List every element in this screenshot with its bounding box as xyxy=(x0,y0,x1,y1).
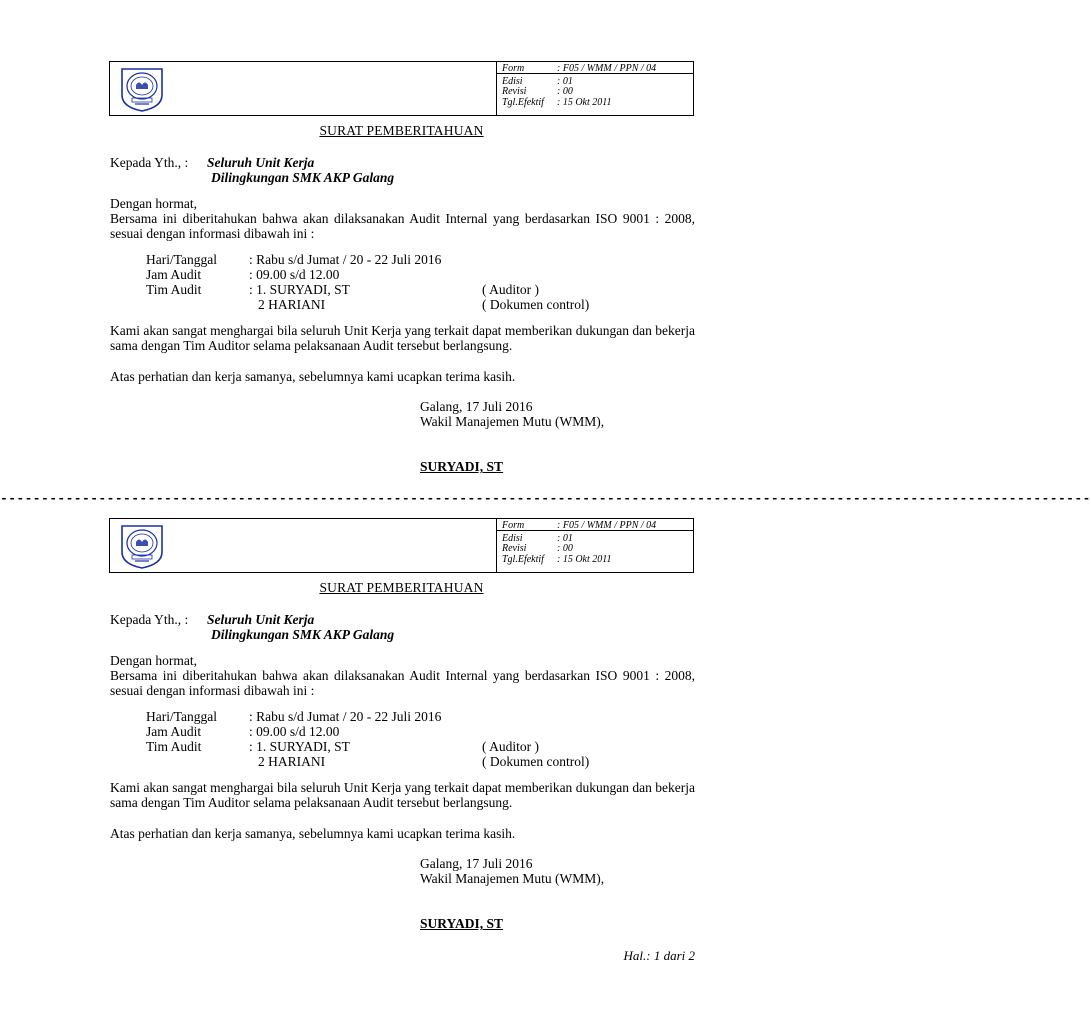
intro-paragraph: Bersama ini diberitahukan bahwa akan dilaksanakan Audit Internal yang berdasarkan ISO 9001 : 2008, sesuai dengan informasi dibawah ini : xyxy=(110,211,695,241)
closing-paragraph: Kami akan sangat menghargai bila seluruh Unit Kerja yang terkait dapat memberikan dukungan dan bekerja sama dengan Tim Auditor selama pelaksanaan Audit tersebut berlangsung. xyxy=(110,780,695,810)
team-label: Tim Audit xyxy=(146,739,202,754)
recipient-line-1: Seluruh Unit Kerja xyxy=(207,612,315,627)
day-label: Hari/Tanggal xyxy=(146,709,218,724)
form-code-label: Form xyxy=(502,520,525,531)
team-member-2-role: ( Dokumen control) xyxy=(482,754,590,769)
day-value: : Rabu s/d Jumat / 20 - 22 Juli 2016 xyxy=(249,252,442,267)
form-info-table xyxy=(496,519,694,572)
revision-value: : 00 xyxy=(557,86,573,97)
intro-paragraph: Bersama ini diberitahukan bahwa akan dilaksanakan Audit Internal yang berdasarkan ISO 9001 : 2008, sesuai dengan informasi dibawah ini : xyxy=(110,668,695,698)
revision-label: Revisi xyxy=(502,86,527,97)
notice-copy-1 xyxy=(0,0,768,474)
edition-label: Edisi xyxy=(502,76,523,87)
signer-name: SURYADI, ST xyxy=(420,916,504,931)
team-member-2: 2 HARIANI xyxy=(258,297,326,312)
school-seal-logo xyxy=(118,522,166,570)
signer-title: Wakil Manajemen Mutu (WMM), xyxy=(420,871,605,886)
form-code-label: Form xyxy=(502,63,525,74)
form-header xyxy=(109,518,694,573)
team-member-2: 2 HARIANI xyxy=(258,754,326,769)
recipient-line-1: Seluruh Unit Kerja xyxy=(207,155,315,170)
revision-value: : 00 xyxy=(557,543,573,554)
team-label: Tim Audit xyxy=(146,282,202,297)
effective-date-value: : 15 Okt 2011 xyxy=(557,97,612,108)
place-date: Galang, 17 Juli 2016 xyxy=(420,856,533,871)
thanks-line: Atas perhatian dan kerja samanya, sebelumnya kami ucapkan terima kasih. xyxy=(110,826,516,841)
signer-name: SURYADI, ST xyxy=(420,459,504,474)
page-number: Hal.: 1 dari 2 xyxy=(623,948,695,963)
form-info-table xyxy=(496,62,694,115)
form-header xyxy=(109,61,694,116)
thanks-line: Atas perhatian dan kerja samanya, sebelumnya kami ucapkan terima kasih. xyxy=(110,369,516,384)
team-member-1: : 1. SURYADI, ST xyxy=(249,282,350,297)
recipient-line-2: Dilingkungan SMK AKP Galang xyxy=(211,170,395,185)
effective-date-label: Tgl.Efektif xyxy=(502,97,544,108)
recipient-label: Kepada Yth., : xyxy=(110,155,189,170)
day-value: : Rabu s/d Jumat / 20 - 22 Juli 2016 xyxy=(249,709,442,724)
document-title: SURAT PEMBERITAHUAN xyxy=(319,580,484,595)
team-member-1-role: ( Auditor ) xyxy=(482,282,539,297)
edition-value: : 01 xyxy=(557,533,573,544)
greeting: Dengan hormat, xyxy=(110,196,197,211)
form-code-value: : F05 / WMM / PPN / 04 xyxy=(557,520,657,531)
recipient-label: Kepada Yth., : xyxy=(110,612,189,627)
closing-paragraph: Kami akan sangat menghargai bila seluruh Unit Kerja yang terkait dapat memberikan dukungan dan bekerja sama dengan Tim Auditor selama pelaksanaan Audit tersebut berlangsung. xyxy=(110,323,695,353)
time-label: Jam Audit xyxy=(146,267,202,282)
edition-value: : 01 xyxy=(557,76,573,87)
effective-date-label: Tgl.Efektif xyxy=(502,554,544,565)
place-date: Galang, 17 Juli 2016 xyxy=(420,399,533,414)
cut-line: ------------------------------------------------------------------------------------------------------------------------------------- xyxy=(0,491,1091,506)
recipient-line-2: Dilingkungan SMK AKP Galang xyxy=(211,627,395,642)
day-label: Hari/Tanggal xyxy=(146,252,218,267)
time-value: : 09.00 s/d 12.00 xyxy=(249,267,340,282)
team-member-1: : 1. SURYADI, ST xyxy=(249,739,350,754)
form-info-divider xyxy=(497,530,694,531)
form-code-value: : F05 / WMM / PPN / 04 xyxy=(557,63,657,74)
school-seal-logo xyxy=(118,65,166,113)
notice-copy-2 xyxy=(0,457,1091,931)
greeting: Dengan hormat, xyxy=(110,653,197,668)
signer-title: Wakil Manajemen Mutu (WMM), xyxy=(420,414,605,429)
effective-date-value: : 15 Okt 2011 xyxy=(557,554,612,565)
time-label: Jam Audit xyxy=(146,724,202,739)
time-value: : 09.00 s/d 12.00 xyxy=(249,724,340,739)
team-member-2-role: ( Dokumen control) xyxy=(482,297,590,312)
document-title: SURAT PEMBERITAHUAN xyxy=(319,123,484,138)
team-member-1-role: ( Auditor ) xyxy=(482,739,539,754)
revision-label: Revisi xyxy=(502,543,527,554)
form-info-divider xyxy=(497,73,694,74)
edition-label: Edisi xyxy=(502,533,523,544)
